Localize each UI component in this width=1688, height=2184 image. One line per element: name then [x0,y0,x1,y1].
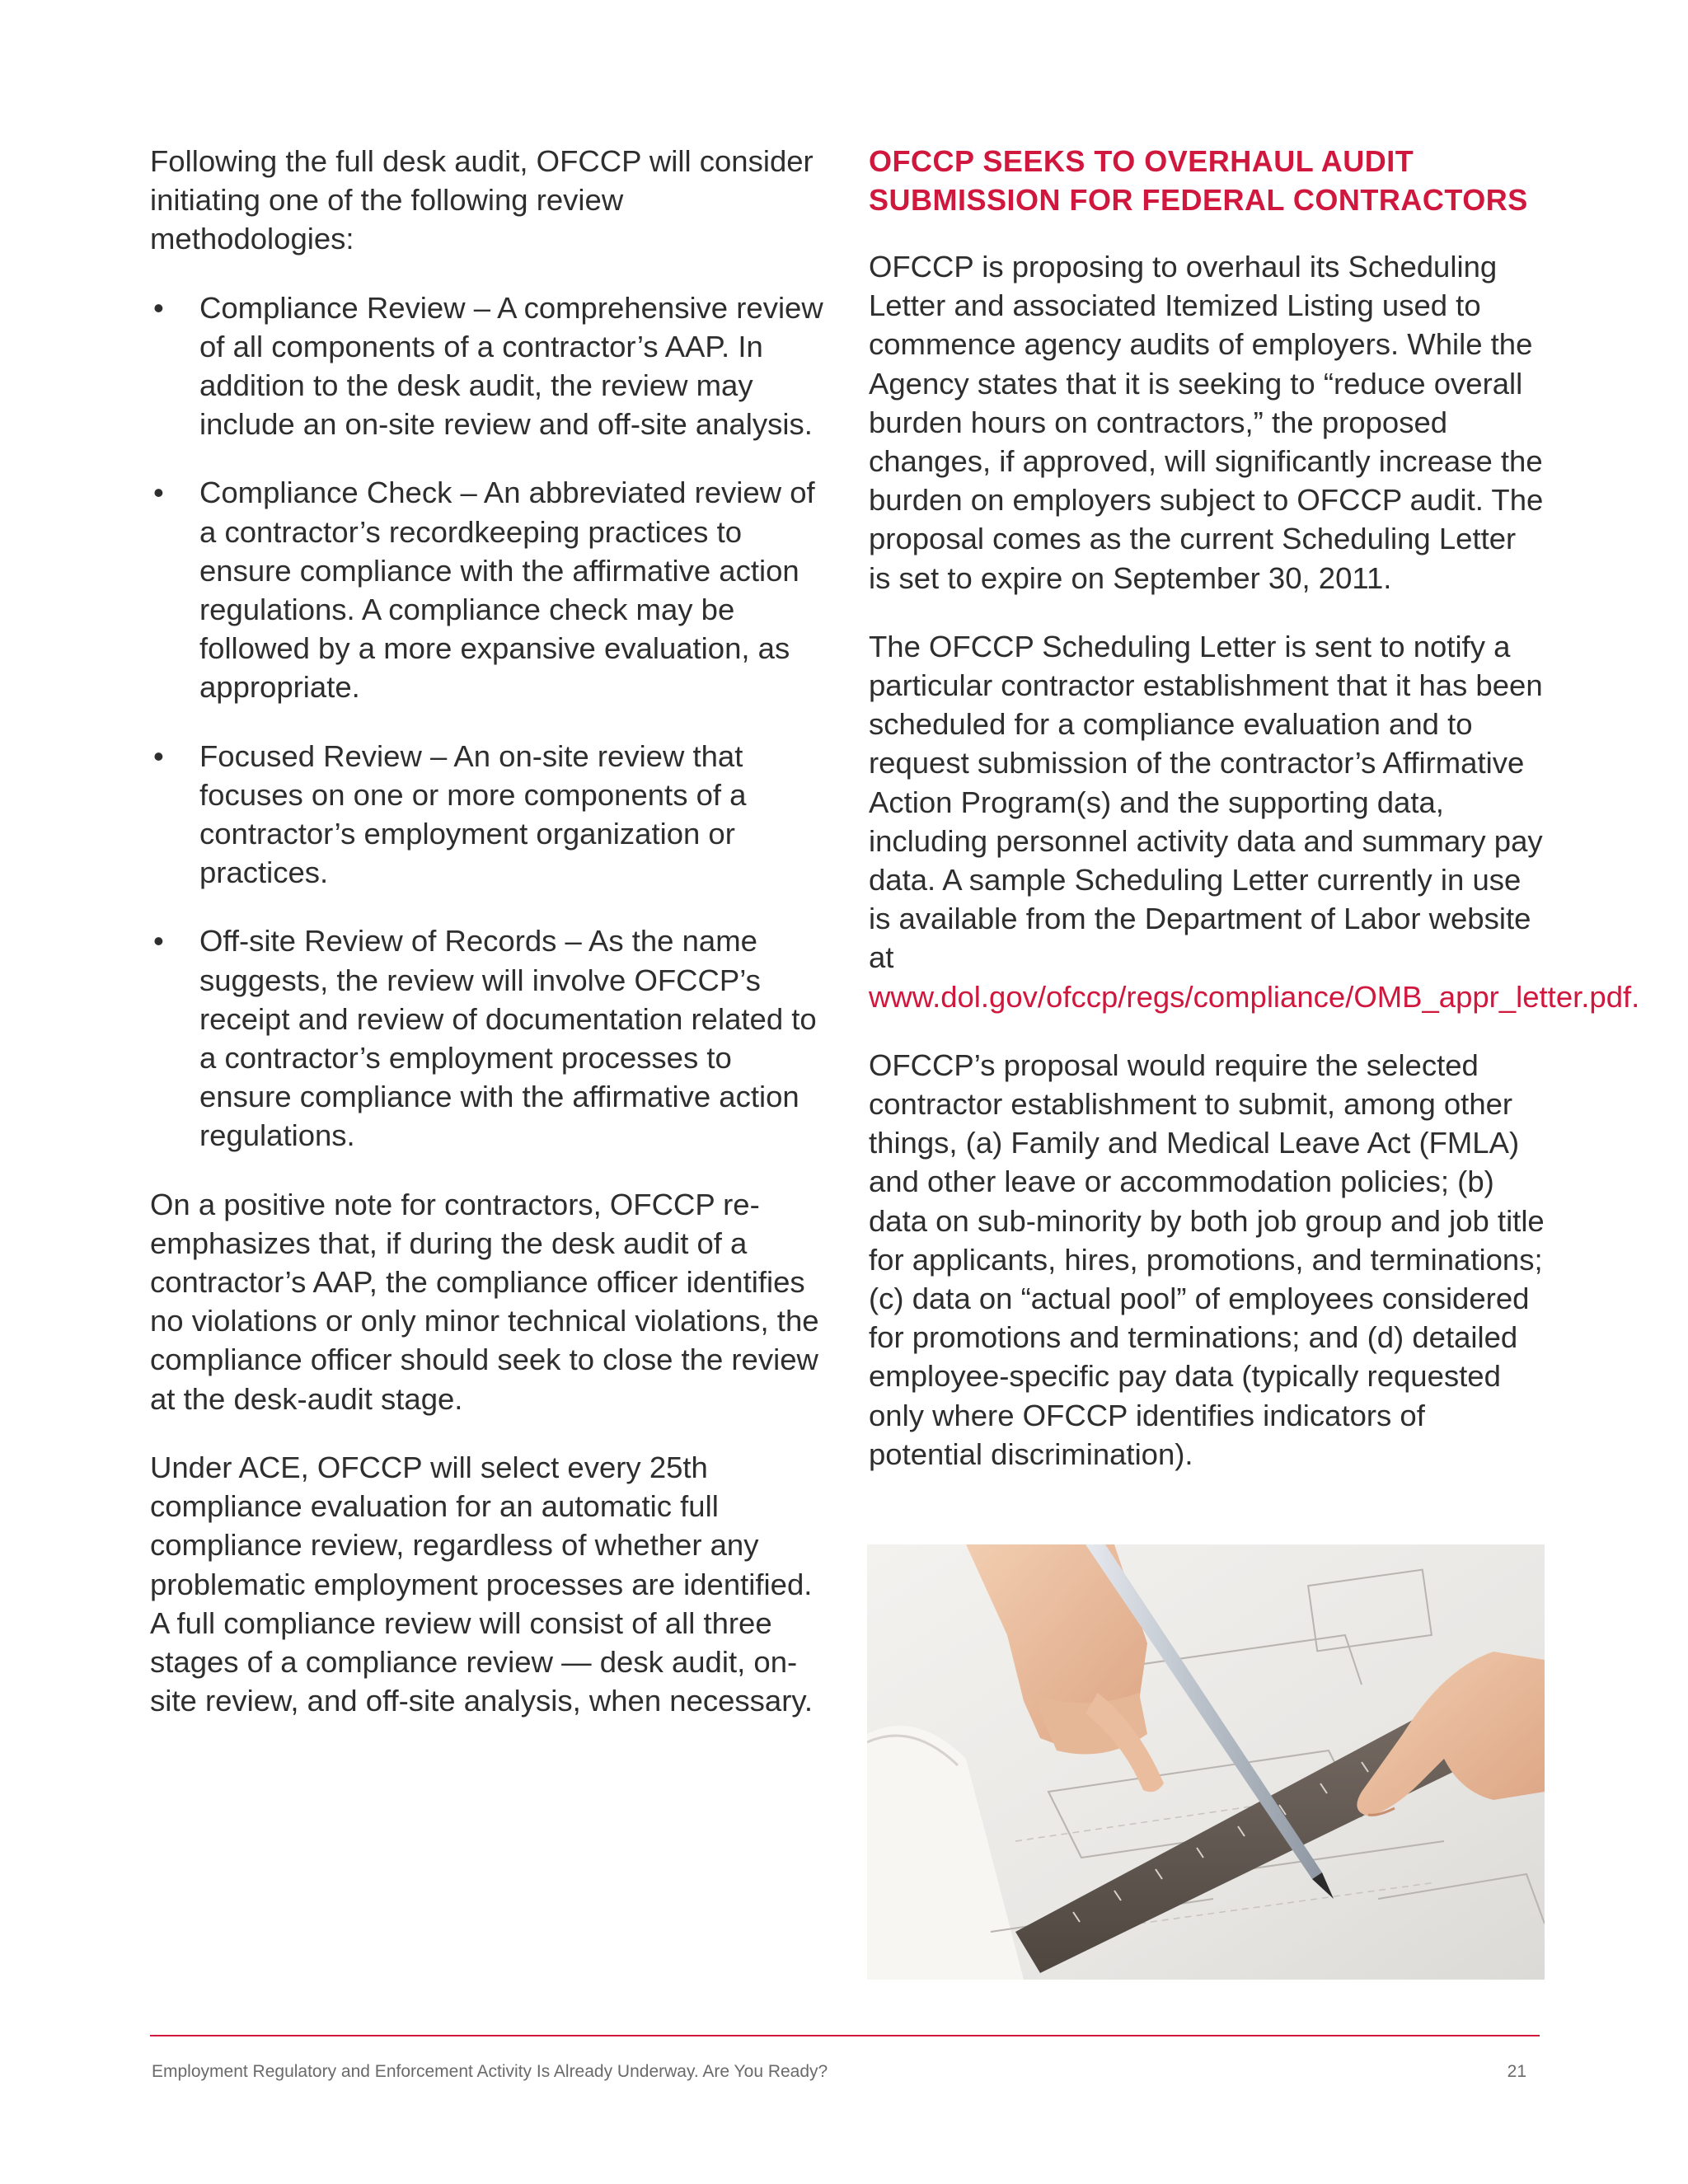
overhaul-paragraph: OFCCP is proposing to overhaul its Scheduling Letter and associated Itemized Listing used to commence agency audits of employers. While the Agency states that it is seeking to “reduce overall burden hours on contractors,” the proposed changes, if approved, will significantly increase the burden on employers subject to OFCCP audit. The proposal comes as the current Scheduling Letter is set to expire on September 30, 2011. [869,250,1544,595]
section-heading: OFCCP SEEKS TO OVERHAUL AUDIT SUBMISSION FOR FEDERAL CONTRACTORS [869,144,1528,217]
intro-paragraph: Following the full desk audit, OFCCP will consider initiating one of the following review methodologies: [150,144,814,256]
review-methodologies-list [150,288,826,1155]
list-item-text: Compliance Review – A comprehensive review of all components of a contractor’s AAP. In addition to the desk audit, the review may include an on-site review and off-site analysis. [199,290,823,442]
list-item-text: Focused Review – An on-site review that focuses on one or more components of a contractor’s employment organization or practices. [199,738,747,890]
right-column [869,142,1640,1503]
scheduling-letter-text: The OFCCP Scheduling Letter is sent to notify a particular contractor establishment that it has been scheduled for a compliance evaluation and to request submission of the contractor’s Affirmative Action Program(s) and the supporting data, including personnel activity data and summary pay data. A sample Scheduling Letter currently in use is available from the Department of Labor website at [869,629,1543,975]
list-item [150,737,826,893]
scheduling-letter-paragraph [869,627,1640,1016]
footer-divider [150,2035,1540,2036]
page-number: 21 [1507,2062,1526,2081]
proposal-paragraph: OFCCP’s proposal would require the selected contractor establishment to submit, among other things, (a) Family and Medical Leave Act (FMLA) and other leave or accommodation policies; (b) data on sub-minority by both job group and job title for applicants, hires, promotions, and terminations; (c) data on “actual pool” of employees considered for promotions and terminations; and (d) detailed employee-specific pay data (typically requested only where OFCCP identifies indicators of potential discrimination). [869,1047,1545,1471]
drafting-photo [867,1544,1545,1980]
list-item [150,921,826,1155]
bullet-icon: • [153,738,164,773]
footer-title: Employment Regulatory and Enforcement Activity Is Already Underway. Are You Ready? [152,2062,828,2081]
ace-paragraph: Under ACE, OFCCP will select every 25th compliance evaluation for an automatic full compliance review, regardless of whether any problematic employment processes are identified. A full compliance review will consist of all three stages of a compliance review — desk audit, on-site review, and off-site analysis, when necessary. [150,1450,814,1718]
left-column [150,142,826,1750]
positive-note-paragraph: On a positive note for contractors, OFCCP re-emphasizes that, if during the desk audit of a contractor’s AAP, the compliance officer identifies no violations or only minor technical violations, the compliance officer should seek to close the review at the desk-audit stage. [150,1187,819,1416]
list-item-text: Compliance Check – An abbreviated review of a contractor’s recordkeeping practices to ensure compliance with the affirmative action regulations. A compliance check may be followed by a more expansive evaluation, as appropriate. [199,476,815,705]
dol-website-link[interactable]: www.dol.gov/ofccp/regs/compliance/OMB_appr_letter.pdf. [869,979,1640,1014]
list-item-text: Off-site Review of Records – As the name suggests, the review will involve OFCCP’s receipt and review of documentation related to a contractor’s employment processes to ensure compliance with the affirmative action regulations. [199,924,817,1153]
bullet-icon: • [153,290,164,325]
bullet-icon: • [153,476,164,510]
list-item [150,288,826,444]
list-item [150,473,826,706]
bullet-icon: • [153,924,164,958]
